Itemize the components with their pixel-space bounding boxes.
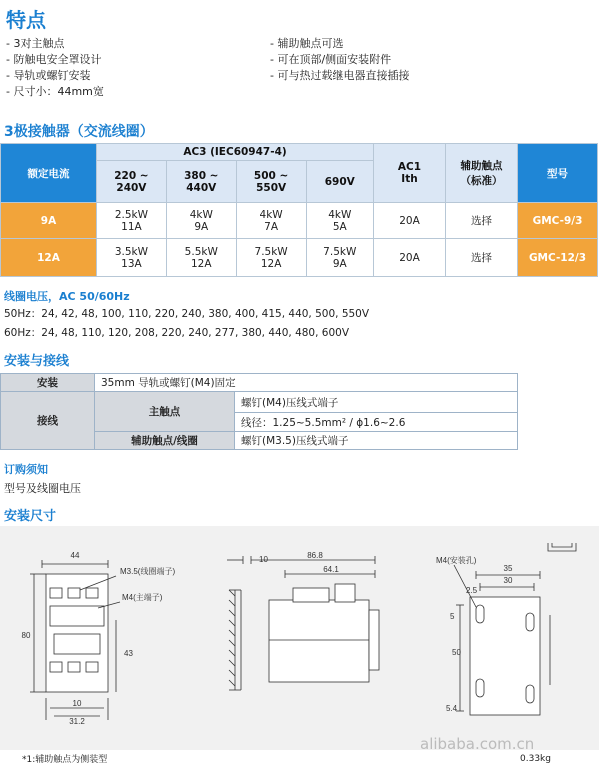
feature-item: - 可在顶部/侧面安装附件: [270, 53, 392, 66]
feature-item: - 导轨或螺钉安装: [6, 69, 91, 82]
dim-width-10: 10: [72, 699, 82, 708]
feature-item: - 可与热过载继电器直接插接: [270, 69, 410, 82]
rating-cell: 4kW 9A: [166, 203, 236, 239]
dim-width-31: 31.2: [69, 717, 85, 725]
main-contact-label: 主触点: [95, 392, 235, 432]
rating-cell: 2.5kW 11A: [97, 203, 167, 239]
coil-voltage-60hz: 60Hz：24, 48, 110, 120, 208, 220, 240, 277, 380, 440, 480, 600V: [4, 327, 350, 339]
dim-height-43: 43: [124, 649, 133, 658]
contactor-section-title: 3极接触器（交流线圈）: [4, 124, 154, 140]
ac1-header: AC1 Ith: [374, 144, 446, 203]
feature-item: - 防触电安全罩设计: [6, 53, 102, 66]
side-view-drawing: [225, 550, 395, 720]
ac1-cell: 20A: [374, 239, 446, 277]
model-cell: GMC-9/3: [518, 203, 598, 239]
wire-gauge-value: 线径：1.25~5.5mm² / ϕ1.6~2.6: [235, 413, 518, 432]
rated-current-cell: 9A: [1, 203, 97, 239]
watermark: alibaba.com.cn: [420, 735, 535, 753]
dim-height-80: 80: [21, 631, 31, 640]
label-m4-mount-hole: M4(安装孔): [436, 556, 477, 565]
ac1-cell: 20A: [374, 203, 446, 239]
aux-coil-value: 螺钉(M3.5)压线式端子: [235, 432, 518, 450]
dim-mount-50: 50: [452, 648, 461, 657]
model-header: 型号: [518, 144, 598, 203]
dimensions-title: 安装尺寸: [4, 509, 57, 524]
feature-item: - 辅助触点可选: [270, 37, 344, 50]
rating-cell: 4kW 7A: [236, 203, 306, 239]
table-row: [1, 239, 598, 277]
dim-depth-86: 86.8: [307, 551, 323, 560]
rating-cell: 7.5kW 9A: [306, 239, 373, 277]
aux-cell: 选择: [446, 203, 518, 239]
weight-label: 0.33kg: [520, 754, 551, 764]
wiring-label: 接线: [1, 392, 95, 450]
aux-coil-label: 辅助触点/线圈: [95, 432, 235, 450]
install-value: 35mm 导轨或螺钉(M4)固定: [95, 374, 518, 392]
dim-mount-35: 35: [503, 564, 513, 573]
install-table: [0, 373, 518, 450]
features-left-list: [6, 36, 104, 100]
table-row: [1, 203, 598, 239]
contactor-spec-table: [0, 143, 598, 277]
dim-depth-64: 64.1: [323, 565, 339, 574]
main-contact-value: 螺钉(M4)压线式端子: [235, 392, 518, 413]
label-m35-terminal: M3.5(线圈端子): [120, 567, 176, 576]
features-right-list: [270, 36, 409, 84]
dim-mount-5: 5: [450, 612, 455, 621]
ac3-header: AC3 (IEC60947-4): [97, 144, 374, 161]
install-label: 安装: [1, 374, 95, 392]
rating-cell: 5.5kW 12A: [166, 239, 236, 277]
dim-width-44: 44: [70, 551, 80, 560]
order-text: 型号及线圈电压: [4, 482, 81, 495]
model-cell: GMC-12/3: [518, 239, 598, 277]
dim-depth-10: 10: [259, 555, 268, 564]
features-title: 特点: [6, 8, 46, 32]
dim-mount-5-4: 5.4: [446, 704, 458, 713]
front-view-drawing: [20, 550, 190, 725]
mounting-view-drawing: [430, 535, 590, 725]
footnote: *1:辅助触点为侧装型: [22, 755, 108, 765]
feature-item: - 3对主触点: [6, 37, 65, 50]
label-m4-terminal: M4(主端子): [122, 593, 163, 602]
voltage-header: 690V: [306, 161, 373, 203]
aux-cell: 选择: [446, 239, 518, 277]
feature-item: - 尺寸小：44mm宽: [6, 85, 104, 98]
aux-contact-header: 辅助触点 （标准）: [446, 144, 518, 203]
rating-cell: 3.5kW 13A: [97, 239, 167, 277]
rated-current-cell: 12A: [1, 239, 97, 277]
voltage-header: 220 ~ 240V: [97, 161, 167, 203]
rated-current-header: 额定电流: [1, 144, 97, 203]
coil-voltage-50hz: 50Hz：24, 42, 48, 100, 110, 220, 240, 380, 400, 415, 440, 500, 550V: [4, 308, 370, 320]
order-title: 订购须知: [4, 463, 48, 476]
rating-cell: 4kW 5A: [306, 203, 373, 239]
dim-mount-2-5: 2.5: [466, 586, 478, 595]
coil-voltage-title: 线圈电压，AC 50/60Hz: [4, 290, 130, 303]
install-section-title: 安装与接线: [4, 354, 70, 369]
voltage-header: 500 ~ 550V: [236, 161, 306, 203]
voltage-header: 380 ~ 440V: [166, 161, 236, 203]
rating-cell: 7.5kW 12A: [236, 239, 306, 277]
dim-mount-30: 30: [503, 576, 513, 585]
